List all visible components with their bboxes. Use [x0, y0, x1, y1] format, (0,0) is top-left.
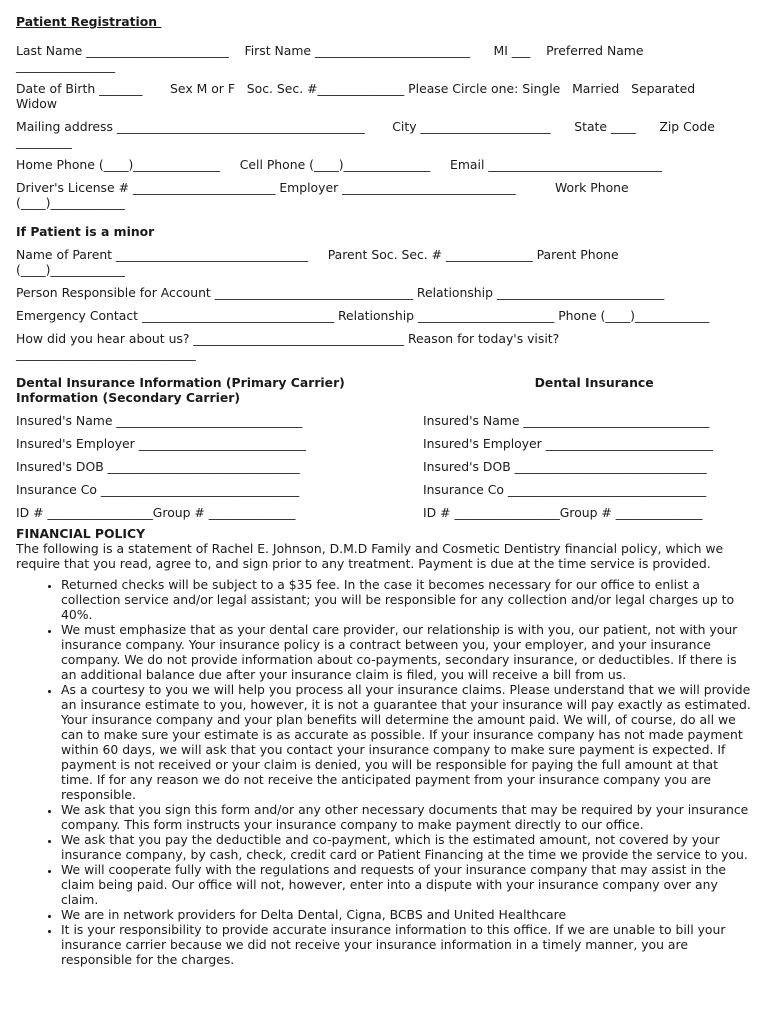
- secondary-insured-dob[interactable]: Insured's DOB _______________________________: [423, 459, 707, 474]
- policy-item: • We will cooperate fully with the regulations and requests of your insurance company that may assist in the claim being paid. Our office will not, however, enter into a dispute with your insurance company over any claim.: [61, 862, 752, 907]
- insurance-row: [16, 482, 752, 497]
- policy-item: • Returned checks will be subject to a $35 fee. In the case it becomes necessary for our office to enlist a collection service and/or legal assistant; you will be responsible for any collection and/or legal charges up to 40%.: [61, 577, 752, 622]
- policy-item: • We ask that you sign this form and/or any other necessary documents that may be required by your insurance company. This form instructs your insurance company to make payment directly to our office.: [61, 802, 752, 832]
- patient-line-address[interactable]: Mailing address ________________________________________ City _____________________ State ____ Zip Code: [16, 119, 715, 134]
- insurance-heading-cont: Information (Secondary Carrier): [16, 390, 241, 405]
- financial-bullets: [16, 577, 752, 967]
- primary-insured-employer[interactable]: Insured's Employer ___________________________: [16, 436, 306, 451]
- patient-line-license-cont[interactable]: (____)____________: [16, 195, 125, 210]
- insurance-row: [16, 505, 752, 520]
- policy-item: • We must emphasize that as your dental care provider, our relationship is with you, our patient, not with your insurance company. Your insurance policy is a contract between you, your employer, and your insurance company. We do not provide information about co-payments, secondary insurance, or deductibles. If there is an additional balance due after your insurance claim is filed, you will receive a bill from us.: [61, 622, 752, 682]
- secondary-insurance-co[interactable]: Insurance Co ________________________________: [423, 482, 707, 497]
- financial-heading: FINANCIAL POLICY: [16, 526, 146, 541]
- policy-item: • It is your responsibility to provide accurate insurance information to this office. If we are unable to bill your insurance carrier because we did not receive your insurance information in a timely manner, you are responsible for the charges.: [61, 922, 752, 967]
- financial-intro: The following is a statement of Rachel E. Johnson, D.M.D Family and Cosmetic Dentistry financial policy, which we require that you read, agree to, and sign prior to any treatment. Payment is due at the time service is provided.: [16, 541, 724, 571]
- page-title: Patient Registration: [16, 14, 162, 29]
- minor-heading: If Patient is a minor: [16, 224, 155, 239]
- minor-line-referral-cont[interactable]: _____________________________: [16, 346, 196, 361]
- insurance-row: [16, 413, 752, 428]
- primary-insured-dob[interactable]: Insured's DOB _______________________________: [16, 459, 300, 474]
- patient-line-phones[interactable]: Home Phone (____)______________ Cell Phone (____)______________ Email ____________________________: [16, 157, 662, 172]
- insurance-heading: Dental Insurance Information (Primary Carrier) Dental Insurance: [16, 375, 654, 390]
- patient-line-license[interactable]: Driver's License # _______________________ Employer ____________________________ Work Phone: [16, 180, 629, 195]
- minor-line-responsible[interactable]: Person Responsible for Account ________________________________ Relationship ___________________________: [16, 285, 665, 300]
- secondary-id-group[interactable]: ID # _________________Group # ______________: [423, 505, 703, 520]
- insurance-row: [16, 436, 752, 451]
- primary-id-group[interactable]: ID # _________________Group # ______________: [16, 505, 296, 520]
- primary-insurance-co[interactable]: Insurance Co ________________________________: [16, 482, 300, 497]
- patient-line-name-cont[interactable]: ________________: [16, 58, 116, 73]
- policy-item: • As a courtesy to you we will help you process all your insurance claims. Please understand that we will provide an insurance estimate to you, however, it is not a guarantee that your insurance will pay exactly as estimated. Your insurance company and your plan benefits will determine the amount paid. We will, of course, do all we can to make sure your estimate is as accurate as possible. If your insurance company has not made payment within 60 days, we will ask that you contact your insurance company to make sure payment is expected. If payment is not received or your claim is denied, you will be responsible for paying the full amount at that time. If for any reason we do not receive the anticipated payment from your insurance company you are responsible.: [61, 682, 752, 802]
- patient-line-address-cont[interactable]: _________: [16, 134, 72, 149]
- policy-item: • We are in network providers for Delta Dental, Cigna, BCBS and United Healthcare: [61, 907, 752, 922]
- minor-line-emergency[interactable]: Emergency Contact _______________________________ Relationship ______________________ Phone (____)____________: [16, 308, 710, 323]
- minor-line-parent-cont[interactable]: (____)____________: [16, 262, 125, 277]
- patient-line-name[interactable]: Last Name _______________________ First Name _________________________ MI ___ Preferred Name: [16, 43, 644, 58]
- secondary-insured-name[interactable]: Insured's Name ______________________________: [423, 413, 710, 428]
- policy-item: • We ask that you pay the deductible and co-payment, which is the estimated amount, not covered by your insurance company, by cash, check, credit card or Patient Financing at the time we provide the service to you.: [61, 832, 752, 862]
- patient-line-dob-cont[interactable]: Widow: [16, 96, 58, 111]
- registration-form: [16, 14, 752, 967]
- minor-line-referral[interactable]: How did you hear about us? __________________________________ Reason for today's visit?: [16, 331, 560, 346]
- insurance-row: [16, 459, 752, 474]
- minor-line-parent[interactable]: Name of Parent _______________________________ Parent Soc. Sec. # ______________ Parent Phone: [16, 247, 619, 262]
- primary-insured-name[interactable]: Insured's Name ______________________________: [16, 413, 303, 428]
- patient-line-dob[interactable]: Date of Birth _______ Sex M or F Soc. Sec. #______________ Please Circle one: Single Married Separated: [16, 81, 696, 96]
- secondary-insured-employer[interactable]: Insured's Employer ___________________________: [423, 436, 713, 451]
